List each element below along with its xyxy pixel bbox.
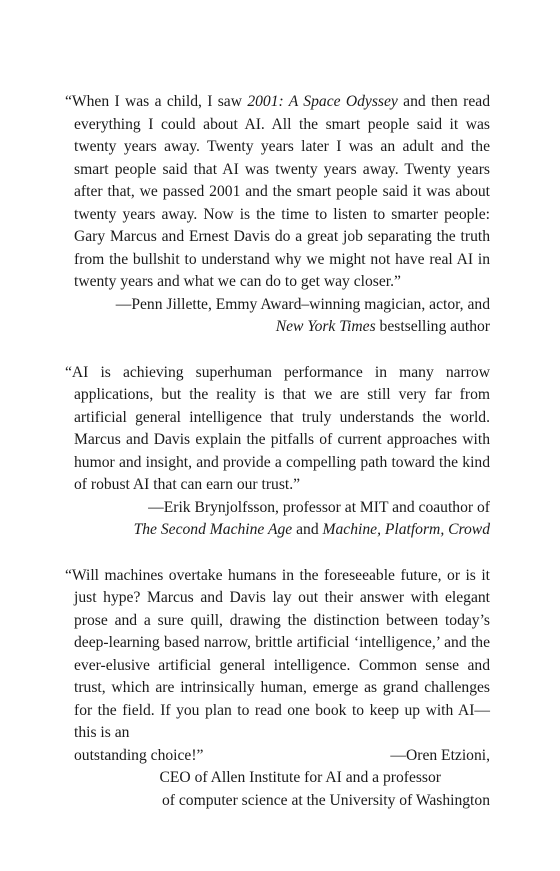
quote-tail [65,745,490,768]
attribution-line: and [292,521,323,538]
quote-text: outstanding choice!” [74,746,204,764]
attribution-line: of computer science at the University of Washington [161,791,490,809]
attribution-title: New York Times [275,318,376,335]
blurb-attribution [65,767,490,812]
blurb-page [65,91,490,835]
blurb-quote: “AI is achieving superhuman performance in many narrow applications, but the reality is that we are still very far from artificial general intelligence that truly understands the world. Marcus and Davis explain the pitfalls of current approaches with humor and insight, and provide a compelling path toward the kind of robust AI that can earn our trust.” [65,363,490,493]
blurb-attribution [65,497,490,542]
blurb-penn-jillette [65,91,490,339]
blurb-attribution [65,294,490,339]
blurb-quote: “Will machines overtake humans in the foreseeable future, or is it just hype? Marcus and Davis lay out their answer with elegant prose and a sure quill, drawing the distinction between today’s deep-learning based narrow, brittle artificial ‘intelligence,’ and the ever-elusive artificial general intelligence. Common sense and trust, which are intrinsically human, emerge as grand challenges for the field. If you plan to read one book to keep up with AI—this is an [65,566,490,741]
attribution-name: —Oren Etzioni, [390,746,490,764]
attribution-line: bestselling author [375,318,490,335]
blurb-quote [65,91,490,294]
quote-title: 2001: A Space Odyssey [247,93,398,110]
quote-text: “When I was a child, I saw [65,93,248,110]
attribution-line: —Penn Jillette, Emmy Award–winning magician, actor, and [115,295,490,313]
attribution-line: —Erik Brynjolfsson, professor at MIT and coauthor of [148,498,490,516]
attribution-line: CEO of Allen Institute for AI and a professor [159,769,441,786]
blurb-erik-brynjolfsson [65,362,490,542]
blurb-oren-etzioni [65,565,490,813]
attribution-title: Machine, Platform, Crowd [322,521,490,538]
quote-text: and then read everything I could about AI. All the smart people said it was twenty years away. Twenty years later I was an adult and the smart people said that AI was twenty years away. Twenty years after that, we passed 2001 and the smart people said it was about twenty years away. Now is the time to listen to smarter people: Gary Marcus and Ernest Davis do a great job separating the truth from the bullshit to understand why we might not have real AI in twenty years and what we can do to get way closer.” [74,93,490,290]
attribution-title: The Second Machine Age [133,521,293,538]
